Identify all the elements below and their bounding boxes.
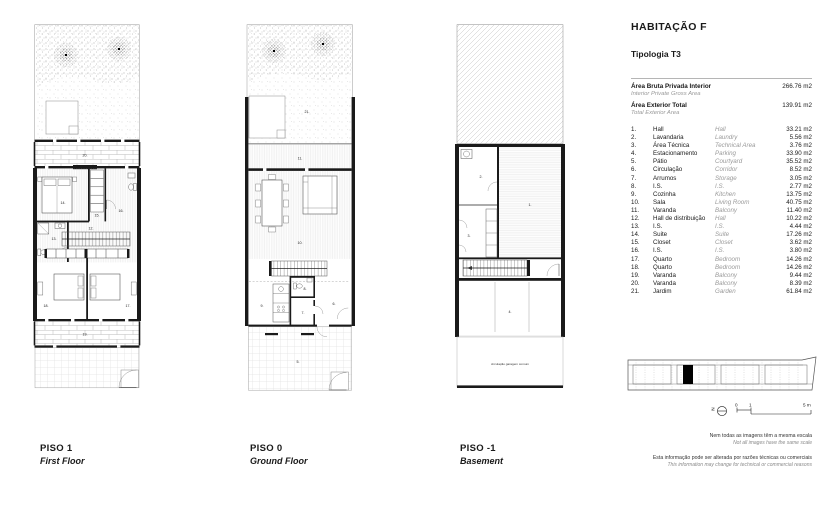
room-number: 15.	[631, 239, 640, 247]
room-number: 11.	[631, 206, 640, 214]
balcony-20	[34, 139, 141, 169]
room-name-pt: I.S.	[653, 182, 663, 190]
room-row	[631, 288, 812, 296]
room-area-value: 10.22 m2	[786, 215, 812, 223]
room-name-en: Technical Area	[715, 142, 756, 150]
north-and-scale	[703, 401, 815, 421]
room-area-value: 3.05 m2	[789, 174, 812, 182]
area-row	[631, 83, 812, 97]
room-number-label: 16.	[118, 209, 124, 213]
floor-title: PISO 1	[40, 443, 73, 454]
room-number: 18.	[631, 263, 640, 271]
room-name-pt: Pátio	[653, 158, 668, 166]
room-area-value: 5.56 m2	[789, 134, 812, 142]
room-name-pt: Estacionamento	[653, 150, 698, 158]
area-name-pt: Área Exterior Total	[631, 102, 687, 109]
room-number-label: 7.	[301, 311, 305, 315]
floorplan-basement	[455, 24, 565, 396]
bedrooms	[35, 258, 140, 322]
room-number-label: 8.	[303, 287, 307, 291]
room-number-label: 19.	[82, 332, 88, 337]
room-name-en: I.S.	[715, 182, 725, 190]
floor-subtitle: Ground Floor	[250, 456, 308, 466]
room-number-label: 14.	[60, 201, 66, 205]
room-name-en: Living Room	[715, 198, 750, 206]
room-area-value: 3.76 m2	[789, 142, 812, 150]
room-number-label: 5.	[296, 360, 300, 364]
room-name-pt: Área Técnica	[653, 142, 690, 150]
room-name-en: Courtyard	[715, 158, 743, 166]
room-row	[631, 256, 812, 264]
room-row	[631, 183, 812, 191]
room-name-en: Storage	[715, 174, 737, 182]
room-row	[631, 239, 812, 247]
room-area-value: 11.40 m2	[786, 206, 812, 214]
balcony-19-terrace	[34, 321, 141, 387]
room-area-value: 8.39 m2	[789, 279, 812, 287]
room-number: 6.	[631, 166, 637, 174]
room-number: 9.	[631, 190, 637, 198]
room-row	[631, 199, 812, 207]
typology-label: Tipologia T3	[631, 49, 681, 59]
room-number: 8.	[631, 182, 637, 190]
disclaimer-notes	[653, 433, 812, 477]
room-area-value: 14.26 m2	[786, 263, 812, 271]
area-name-en: Interior Private Gross Area	[631, 91, 701, 97]
room-number: 2.	[631, 134, 637, 142]
room-name-pt: Varanda	[653, 279, 676, 287]
area-name-en: Total Exterior Area	[631, 110, 680, 116]
living-room	[245, 144, 355, 326]
room-name-en: Balcony	[715, 271, 738, 279]
room-name-en: Hall	[715, 215, 726, 223]
room-number: 17.	[631, 255, 640, 263]
room-name-pt: Suite	[653, 231, 668, 239]
room-row	[631, 166, 812, 174]
room-name-pt: Closet	[653, 239, 671, 247]
floor-label-piso-1	[460, 443, 503, 466]
room-number: 4.	[631, 150, 637, 158]
room-number: 7.	[631, 174, 637, 182]
room-name-en: Balcony	[715, 206, 738, 214]
room-name-en: Parking	[715, 150, 736, 158]
floor-subtitle: First Floor	[40, 456, 85, 466]
room-number-label: 4.	[508, 310, 512, 314]
room-number-label: 9.	[260, 304, 264, 308]
room-number-label: 6.	[332, 302, 336, 306]
room-number-label: 3.	[467, 234, 471, 238]
tree-icon	[311, 32, 335, 56]
site-key-plan	[626, 354, 818, 396]
room-number-label: 18.	[43, 304, 49, 308]
room-number: 5.	[631, 158, 637, 166]
north-arrow-icon	[711, 406, 727, 415]
room-area-value: 33.90 m2	[786, 150, 812, 158]
room-list	[631, 126, 812, 296]
room-name-en: Bedroom	[715, 263, 741, 271]
room-name-en: Closet	[715, 239, 733, 247]
room-name-pt: I.S.	[653, 223, 663, 231]
room-number: 20.	[631, 279, 640, 287]
room-number: 14.	[631, 231, 640, 239]
room-name-pt: Sala	[653, 198, 666, 206]
room-name-pt: Lavandaria	[653, 134, 684, 142]
room-name-pt: Hall	[653, 126, 664, 133]
room-row	[631, 158, 812, 166]
area-name-pt: Área Bruta Privada Interior	[631, 83, 712, 90]
room-number-label: 20.	[82, 153, 88, 158]
room-row	[631, 150, 812, 158]
note-pt: Esta informação pode ser alterada por razões técnicas ou comerciais	[652, 455, 812, 461]
floorplan-piso0-svg	[245, 24, 355, 396]
floorplan-first-floor	[33, 24, 141, 396]
note-en: Not all images have the same scale	[733, 439, 812, 446]
room-number: 19.	[631, 271, 640, 279]
area-value: 139.91 m2	[782, 102, 812, 109]
tree-icon	[107, 37, 131, 61]
room-number: 12.	[631, 215, 640, 223]
room-number-label: 11.	[297, 156, 303, 161]
floor-title: PISO 0	[250, 443, 283, 454]
room-area-value: 2.77 m2	[789, 182, 812, 190]
room-row	[631, 264, 812, 272]
room-area-value: 4.44 m2	[789, 223, 812, 231]
room-number-label: 2.	[479, 175, 483, 179]
note-block	[653, 455, 812, 468]
room-name-en: Hall	[715, 126, 726, 133]
room-row	[631, 215, 812, 223]
basement-body	[455, 144, 565, 337]
room-number: 21.	[631, 287, 640, 295]
room-name-pt: Quarto	[653, 255, 672, 263]
room-name-pt: Jardim	[653, 287, 672, 295]
room-area-value: 17.26 m2	[786, 231, 812, 239]
scale-bar	[737, 408, 811, 415]
unit-title: HABITAÇÃO F	[631, 21, 707, 33]
room-name-en: Kitchen	[715, 190, 736, 198]
room-name-pt: Varanda	[653, 206, 676, 214]
unexcavated-hatch	[457, 25, 563, 144]
room-name-pt: I.S.	[653, 247, 663, 255]
room-name-pt: Varanda	[653, 271, 676, 279]
scale-zero-label: 0	[735, 402, 738, 408]
room-area-value: 40.75 m2	[786, 198, 812, 206]
room-name-en: I.S.	[715, 247, 725, 255]
note-en: This information may change for technical or commercial reasons	[667, 461, 812, 468]
floorplan-ground-floor	[245, 24, 355, 396]
scale-one-label: 1	[749, 402, 752, 408]
room-name-en: Garden	[715, 287, 736, 295]
room-number: 13.	[631, 223, 640, 231]
room-name-en: Balcony	[715, 279, 738, 287]
room-name-pt: Arrumos	[653, 174, 677, 182]
room-number-label: 17.	[125, 304, 131, 308]
area-row	[631, 102, 812, 116]
floor-label-piso1	[40, 443, 85, 466]
room-row	[631, 142, 812, 150]
room-name-en: I.S.	[715, 223, 725, 231]
room-name-pt: Hall de distribuição	[653, 215, 706, 223]
room-area-value: 35.52 m2	[786, 158, 812, 166]
area-summary	[631, 78, 812, 121]
floor-subtitle: Basement	[460, 456, 504, 466]
common-garage-lane	[457, 337, 563, 388]
garden-area	[247, 25, 352, 144]
room-number-label: 10.	[297, 241, 303, 245]
room-row	[631, 126, 812, 134]
floorplan-piso1-svg	[33, 24, 141, 396]
room-name-pt: Circulação	[653, 166, 683, 174]
room-row	[631, 247, 812, 255]
note-pt: Nem todas as imagens têm a mesma escala	[709, 433, 812, 439]
room-name-en: Laundry	[715, 134, 738, 142]
room-number: 10.	[631, 198, 640, 206]
room-row	[631, 280, 812, 288]
room-number-label: 13.	[51, 237, 57, 241]
room-name-pt: Cozinha	[653, 190, 676, 198]
room-number-label: 12.	[88, 226, 94, 231]
room-area-value: 8.52 m2	[789, 166, 812, 174]
info-panel	[631, 0, 812, 506]
room-number: 16.	[631, 247, 640, 255]
room-number: 3.	[631, 142, 637, 150]
tree-icon	[54, 43, 78, 67]
room-row	[631, 191, 812, 199]
room-area-value: 13.75 m2	[786, 190, 812, 198]
room-number-label: 15.	[94, 213, 100, 218]
courtyard	[248, 327, 351, 390]
floor-label-piso0	[250, 443, 308, 466]
garden-area	[35, 25, 140, 141]
kitchen-and-services	[248, 261, 351, 327]
floor-title: PISO -1	[460, 443, 496, 454]
room-number-label: 1.	[528, 203, 532, 207]
room-number: 1.	[631, 126, 637, 133]
room-name-pt: Quarto	[653, 263, 672, 271]
floorplan-piso-1-svg	[455, 24, 565, 396]
room-area-value: 3.80 m2	[789, 247, 812, 255]
room-row	[631, 223, 812, 231]
room-area-value: 3.62 m2	[789, 239, 812, 247]
garage-note-label: circulação garagem comum	[491, 362, 529, 366]
room-row	[631, 175, 812, 183]
room-name-en: Suite	[715, 231, 730, 239]
room-row	[631, 272, 812, 280]
room-row	[631, 231, 812, 239]
room-number-label: 21.	[304, 110, 310, 114]
room-row	[631, 134, 812, 142]
room-area-value: 14.26 m2	[786, 255, 812, 263]
room-area-value: 33.21 m2	[786, 126, 812, 133]
room-name-en: Corridor	[715, 166, 738, 174]
svg-text:N: N	[710, 407, 716, 411]
room-area-value: 61.84 m2	[786, 287, 812, 295]
room-row	[631, 207, 812, 215]
room-area-value: 9.44 m2	[789, 271, 812, 279]
area-value: 266.76 m2	[782, 83, 812, 90]
note-block	[653, 433, 812, 446]
highlighted-unit	[683, 365, 693, 384]
scale-five-label: 5 m	[803, 402, 811, 408]
tree-icon	[262, 39, 286, 63]
room-name-en: Bedroom	[715, 255, 741, 263]
